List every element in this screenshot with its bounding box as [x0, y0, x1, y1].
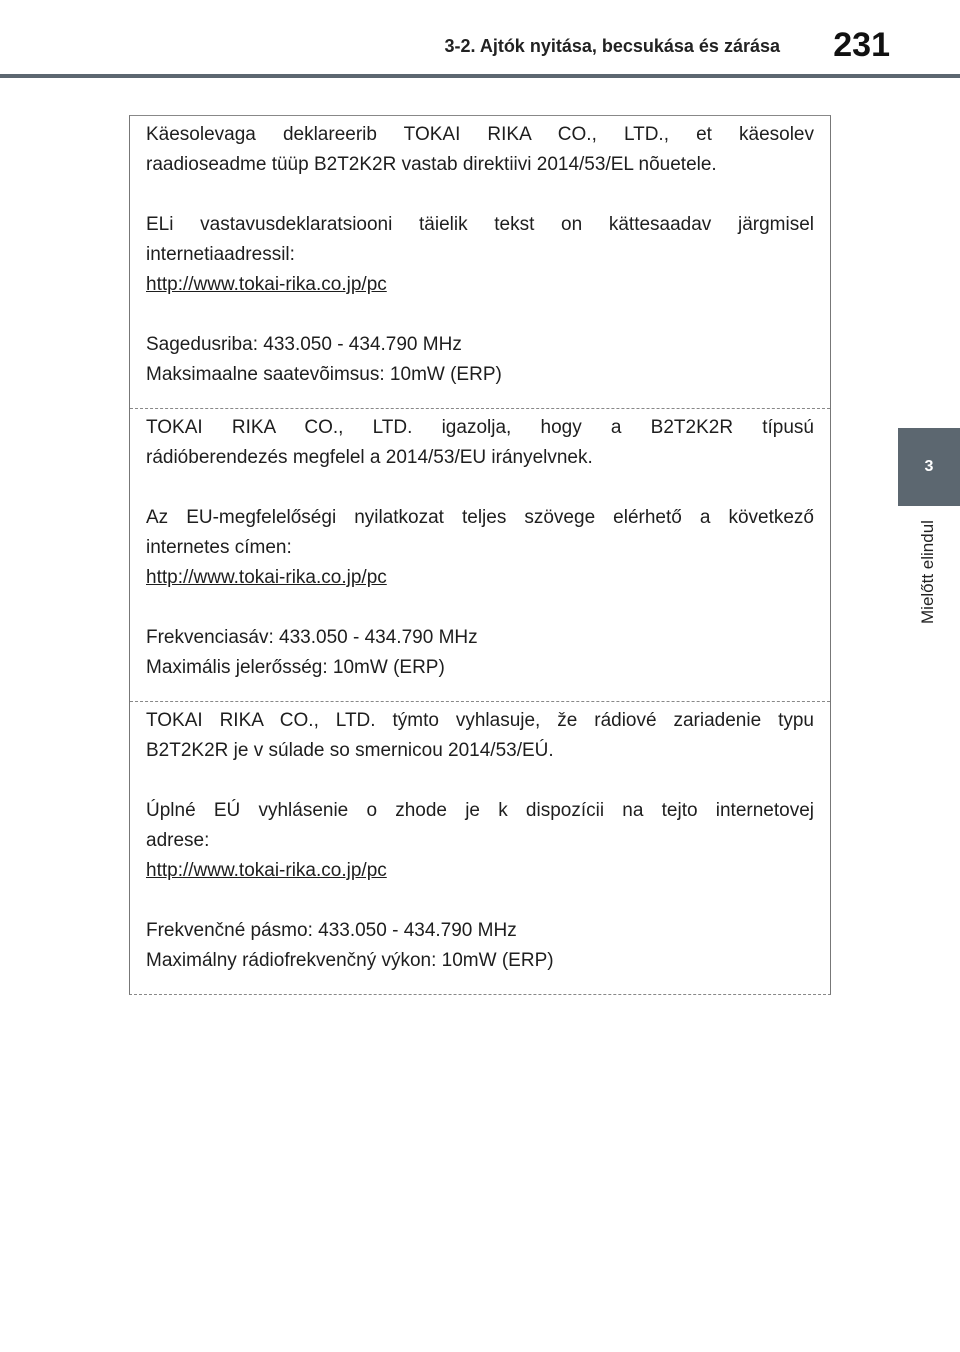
max-power: Maximális jelerősség: 10mW (ERP)	[146, 657, 445, 678]
header-divider	[0, 74, 960, 78]
declaration-link-line: Úplné EÚ vyhlásenie o zhode je k dispozícii na tejto internetovej	[146, 800, 814, 821]
declaration-link-line: adrese:	[146, 830, 210, 851]
declaration-url-link[interactable]: http://www.tokai-rika.co.jp/pc	[146, 567, 387, 588]
declaration-link-line: ELi vastavusdeklaratsiooni täielik tekst on kättesaadav järgmisel	[146, 214, 814, 235]
declaration-link-line: Az EU-megfelelőségi nyilatkozat teljes szövege elérhető a következő	[146, 507, 814, 528]
declaration-intro-line: rádióberendezés megfelel a 2014/53/EU irányelvnek.	[146, 447, 593, 468]
declaration-section-slovak	[130, 701, 830, 994]
declaration-intro-line: B2T2K2R je v súlade so smernicou 2014/53/EÚ.	[146, 740, 554, 761]
declaration-intro-line: raadioseadme tüüp B2T2K2R vastab direktiivi 2014/53/EL nõuetele.	[146, 154, 717, 175]
declaration-section-estonian	[130, 116, 830, 408]
page-number: 231	[833, 26, 890, 64]
declaration-section-hungarian	[130, 408, 830, 701]
declaration-url-link[interactable]: http://www.tokai-rika.co.jp/pc	[146, 274, 387, 295]
declaration-intro-line: TOKAI RIKA CO., LTD. týmto vyhlasuje, že rádiové zariadenie typu	[146, 710, 814, 731]
section-title: 3-2. Ajtók nyitása, becsukása és zárása	[444, 36, 780, 56]
declaration-url-link[interactable]: http://www.tokai-rika.co.jp/pc	[146, 860, 387, 881]
page-header	[0, 0, 960, 80]
declaration-link-line: internetiaadressil:	[146, 244, 295, 265]
declaration-link-line: internetes címen:	[146, 537, 292, 558]
frequency-band: Frekvenciasáv: 433.050 - 434.790 MHz	[146, 627, 478, 648]
declaration-box	[129, 115, 831, 995]
chapter-label: Mielőtt elindul	[918, 520, 937, 624]
max-power: Maksimaalne saatevõimsus: 10mW (ERP)	[146, 364, 502, 385]
chapter-tab	[898, 428, 960, 506]
declaration-intro-line: TOKAI RIKA CO., LTD. igazolja, hogy a B2T2K2R típusú	[146, 417, 814, 438]
chapter-number: 3	[924, 458, 934, 475]
frequency-band: Sagedusriba: 433.050 - 434.790 MHz	[146, 334, 462, 355]
frequency-band: Frekvenčné pásmo: 433.050 - 434.790 MHz	[146, 920, 517, 941]
declaration-intro-line: Käesolevaga deklareerib TOKAI RIKA CO., LTD., et käesolev	[146, 124, 814, 145]
max-power: Maximálny rádiofrekvenčný výkon: 10mW (ERP)	[146, 950, 554, 971]
